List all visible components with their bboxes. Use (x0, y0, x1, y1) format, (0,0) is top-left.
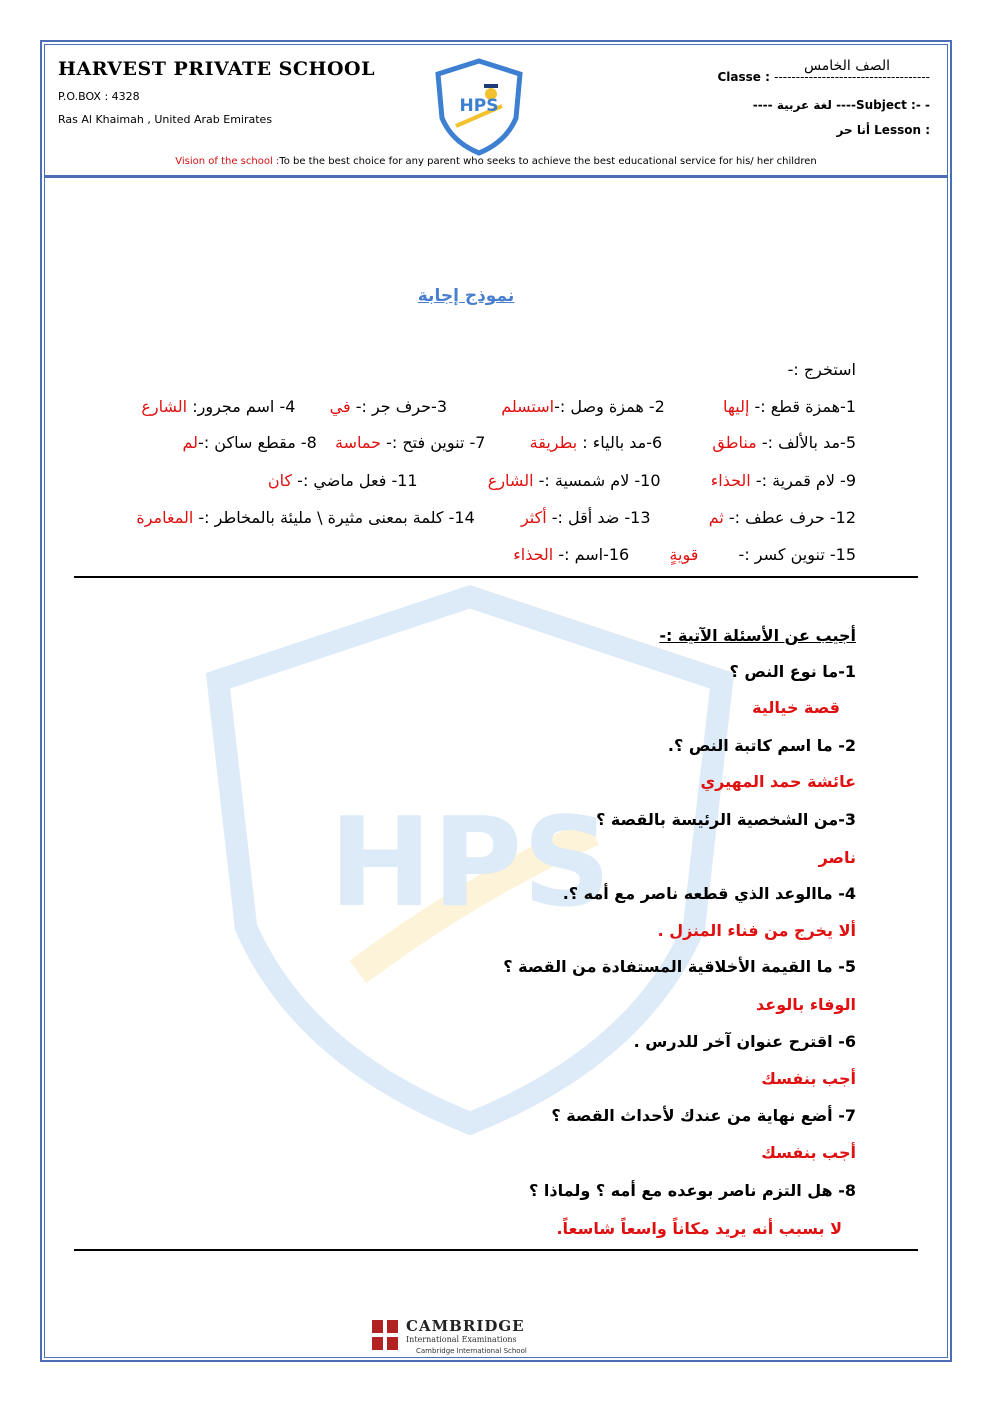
class-dashes: ------------------------------------ (774, 70, 930, 84)
extract-label: 6-مد بالياء : (582, 433, 663, 452)
extract-label: 16-اسم :- (558, 545, 630, 564)
extract-row (183, 433, 856, 452)
extract-label: 11- فعل ماضي :- (297, 471, 418, 490)
extract-label: 13- ضد أقل :- (551, 508, 651, 527)
extract-label: 3-حرف جر :- (355, 397, 448, 416)
cambridge-school: Cambridge International School (416, 1347, 527, 1355)
answer-text: أجب بنفسك (761, 1069, 856, 1088)
extract-label: 1-همزة قطع :- (754, 397, 856, 416)
extract-answer: استسلم (501, 397, 555, 416)
section-divider (74, 576, 918, 578)
answer-text: الوفاء بالوعد (756, 995, 856, 1014)
extract-label: 14- كلمة بمعنى مثيرة \ مليئة بالمخاطر :- (198, 508, 475, 527)
hps-watermark-logo (190, 580, 750, 1140)
extract-answer: في (329, 397, 351, 416)
extract-answer: لم (182, 433, 199, 452)
subject-field (753, 98, 930, 112)
extract-label: 2- همزة وصل :- (554, 397, 665, 416)
subject-text: ---- لغة عربية ---- (752, 98, 856, 112)
vision-text: To be the best choice for any parent who seeks to achieve the best educational service for his/ her children (279, 156, 817, 167)
lesson-value: أنا حر (836, 123, 870, 137)
answer-text: ناصر (818, 848, 856, 867)
extract-label: 12- حرف عطف :- (728, 508, 856, 527)
question-text: 8- هل التزم ناصر بوعده مع أمه ؟ ولماذا ؟ (529, 1181, 856, 1200)
extract-row (268, 471, 856, 490)
question-text: 6- اقترح عنوان آخر للدرس . (633, 1032, 856, 1051)
cambridge-logo (370, 1316, 610, 1356)
extract-label: 10- لام شمسية :- (538, 471, 661, 490)
extract-answer: إليها (723, 397, 750, 416)
school-logo (434, 58, 524, 156)
class-label: Classe : (717, 70, 775, 84)
question-text: 3-من الشخصية الرئيسة بالقصة ؟ (596, 810, 856, 829)
class-field (680, 58, 930, 84)
extract-answer: الحذاء (513, 545, 554, 564)
extract-label: 9- لام قمرية :- (755, 471, 856, 490)
extract-row (141, 397, 856, 416)
lesson-field (837, 123, 930, 137)
extract-label: 15- تنوين كسر :- (738, 545, 856, 564)
vision-statement (0, 156, 992, 167)
question-text: 2- ما اسم كاتبة النص ؟. (667, 736, 856, 755)
cambridge-sub: International Examinations (406, 1335, 517, 1344)
school-location: Ras Al Khaimah , United Arab Emirates (58, 113, 273, 126)
question-text: 7- أضع نهاية من عندك لأحداث القصة ؟ (551, 1106, 856, 1125)
extract-answer: ثم (708, 508, 724, 527)
cambridge-brand: CAMBRIDGE (406, 1317, 525, 1335)
extract-answer: مناطق (712, 433, 757, 452)
extract-answer: بطريقة (529, 433, 578, 452)
question-text: 1-ما نوع النص ؟ (729, 662, 856, 681)
extract-answer: الشارع (141, 397, 188, 416)
section-divider (74, 1249, 918, 1251)
question-text: 4- ماالوعد الذي قطعه ناصر مع أمه ؟. (562, 884, 856, 903)
answer-text: عائشة حمد المهيري (700, 772, 856, 791)
school-name: HARVEST PRIVATE SCHOOL (58, 58, 375, 80)
extract-row (513, 545, 856, 564)
extract-label: 5-مد بالألف :- (761, 433, 856, 452)
school-pobox: P.O.BOX : 4328 (58, 90, 140, 103)
extract-label: 7- تنوين فتح :- (386, 433, 486, 452)
answer-text: ألا يخرج من فناء المنزل . (657, 921, 856, 940)
extract-answer: أكثر (520, 508, 547, 527)
logo-text: HPS (459, 96, 499, 116)
answer-text: أجب بنفسك (761, 1143, 856, 1162)
extract-heading: استخرج :- (787, 360, 856, 379)
answer-text: لا بسبب أنه يريد مكاناً واسعاً شاسعاً. (556, 1219, 842, 1238)
extract-answer: الشارع (487, 471, 534, 490)
subject-label: Subject :- - (856, 98, 930, 112)
header-divider (44, 175, 948, 178)
extract-row (136, 508, 856, 527)
extract-label: 8- مقطع ساكن :- (198, 433, 317, 452)
svg-text:HPS: HPS (328, 791, 612, 935)
question-text: 5- ما القيمة الأخلاقية المستفادة من القصة ؟ (503, 957, 856, 976)
vision-label: Vision of the school : (175, 156, 280, 167)
extract-answer: الحذاء (710, 471, 751, 490)
class-value: الصف الخامس (803, 58, 890, 74)
page-title: نموذج إجابة (417, 286, 515, 306)
extract-answer: حماسة (335, 433, 381, 452)
extract-answer: قويةٍ (669, 545, 699, 564)
extract-answer: المغامرة (136, 508, 194, 527)
answer-text: قصة خيالية (752, 698, 840, 717)
questions-heading: أجيب عن الأسئلة الآتية :- (659, 626, 856, 645)
extract-answer: كان (267, 471, 293, 490)
lesson-label: Lesson : (874, 123, 930, 137)
extract-label: 4- اسم مجرور: (192, 397, 296, 416)
